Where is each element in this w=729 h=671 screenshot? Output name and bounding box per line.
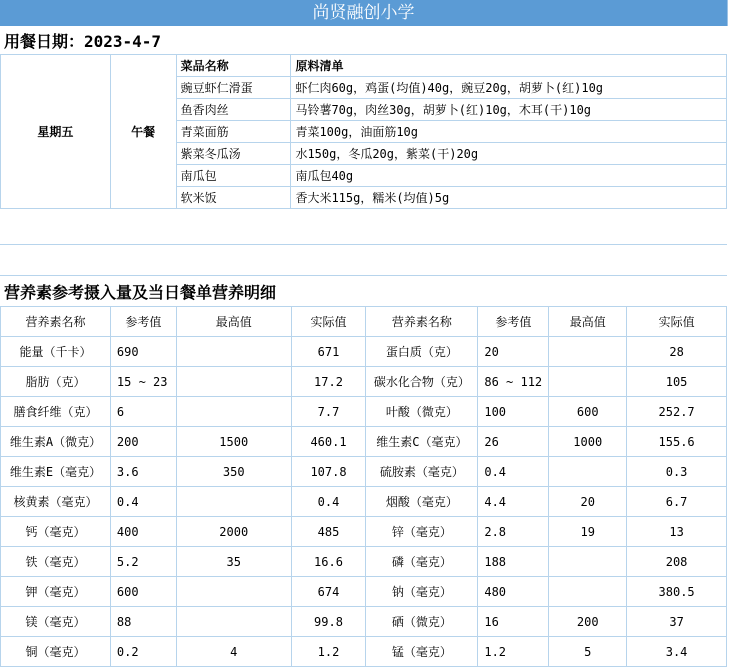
max-value [549, 367, 627, 397]
nutrition-row [1, 337, 727, 367]
nutrition-header-cell: 最高值 [176, 307, 291, 337]
nutrient-name: 钾（毫克） [1, 577, 111, 607]
max-value [549, 577, 627, 607]
max-value [549, 547, 627, 577]
nutrient-name: 硫胺素（毫克） [366, 457, 478, 487]
nutrient-name: 锌（毫克） [366, 517, 478, 547]
max-value: 5 [549, 637, 627, 667]
dish-name: 紫菜冬瓜汤 [176, 143, 291, 165]
nutrient-name: 钙（毫克） [1, 517, 111, 547]
dish-ingredients: 青菜100g，油面筋10g [291, 121, 727, 143]
dish-ingredients: 马铃薯70g，肉丝30g，胡萝卜(红)10g，木耳(干)10g [291, 99, 727, 121]
reference-value: 2.8 [478, 517, 549, 547]
max-value: 2000 [176, 517, 291, 547]
actual-value: 1.2 [291, 637, 366, 667]
actual-value: 208 [627, 547, 727, 577]
reference-value: 0.4 [110, 487, 176, 517]
dish-ingredients: 虾仁肉60g，鸡蛋(均值)40g，豌豆20g，胡萝卜(红)10g [291, 77, 727, 99]
nutrition-header-cell: 实际值 [291, 307, 366, 337]
nutrition-row [1, 427, 727, 457]
menu-table [0, 54, 727, 209]
reference-value: 0.2 [110, 637, 176, 667]
actual-value: 674 [291, 577, 366, 607]
nutrient-name: 能量（千卡） [1, 337, 111, 367]
nutrition-header-row [1, 307, 727, 337]
nutrient-name: 锰（毫克） [366, 637, 478, 667]
dish-name: 青菜面筋 [176, 121, 291, 143]
reference-value: 16 [478, 607, 549, 637]
nutrient-name: 蛋白质（克） [366, 337, 478, 367]
actual-value: 3.4 [627, 637, 727, 667]
actual-value: 485 [291, 517, 366, 547]
nutrition-row [1, 577, 727, 607]
nutrient-name: 硒（微克） [366, 607, 478, 637]
nutrition-header-cell: 营养素名称 [366, 307, 478, 337]
nutrition-row [1, 607, 727, 637]
actual-value: 0.3 [627, 457, 727, 487]
actual-value: 380.5 [627, 577, 727, 607]
nutrition-header-cell: 参考值 [110, 307, 176, 337]
actual-value: 7.7 [291, 397, 366, 427]
max-value [176, 607, 291, 637]
actual-value: 13 [627, 517, 727, 547]
max-value: 35 [176, 547, 291, 577]
reference-value: 400 [110, 517, 176, 547]
nutrient-name: 维生素E（毫克） [1, 457, 111, 487]
reference-value: 6 [110, 397, 176, 427]
nutrition-table [0, 306, 727, 667]
nutrition-row [1, 397, 727, 427]
section-title: 营养素参考摄入量及当日餐单营养明细 [4, 283, 277, 302]
reference-value: 26 [478, 427, 549, 457]
actual-value: 155.6 [627, 427, 727, 457]
actual-value: 16.6 [291, 547, 366, 577]
menu-meal: 午餐 [110, 55, 176, 209]
reference-value: 200 [110, 427, 176, 457]
nutrient-name: 磷（毫克） [366, 547, 478, 577]
reference-value: 188 [478, 547, 549, 577]
actual-value: 37 [627, 607, 727, 637]
nutrition-row [1, 367, 727, 397]
max-value: 1500 [176, 427, 291, 457]
actual-value: 28 [627, 337, 727, 367]
max-value: 4 [176, 637, 291, 667]
max-value [176, 337, 291, 367]
menu-day: 星期五 [1, 55, 111, 209]
reference-value: 1.2 [478, 637, 549, 667]
nutrient-name: 核黄素（毫克） [1, 487, 111, 517]
reference-value: 690 [110, 337, 176, 367]
max-value [549, 457, 627, 487]
actual-value: 105 [627, 367, 727, 397]
blank-row [0, 244, 727, 276]
reference-value: 88 [110, 607, 176, 637]
max-value [176, 577, 291, 607]
actual-value: 671 [291, 337, 366, 367]
actual-value: 0.4 [291, 487, 366, 517]
reference-value: 20 [478, 337, 549, 367]
nutrient-name: 碳水化合物（克） [366, 367, 478, 397]
nutrition-row [1, 487, 727, 517]
max-value: 19 [549, 517, 627, 547]
actual-value: 107.8 [291, 457, 366, 487]
max-value: 350 [176, 457, 291, 487]
school-title: 尚贤融创小学 [0, 0, 728, 26]
max-value: 600 [549, 397, 627, 427]
nutrition-row [1, 637, 727, 667]
nutrition-row [1, 547, 727, 577]
max-value: 1000 [549, 427, 627, 457]
dish-ingredients: 水150g，冬瓜20g，紫菜(干)20g [291, 143, 727, 165]
nutrient-name: 脂肪（克） [1, 367, 111, 397]
reference-value: 4.4 [478, 487, 549, 517]
nutrition-header-cell: 营养素名称 [1, 307, 111, 337]
reference-value: 5.2 [110, 547, 176, 577]
max-value [176, 397, 291, 427]
reference-value: 15 ~ 23 [110, 367, 176, 397]
dish-name: 豌豆虾仁滑蛋 [176, 77, 291, 99]
max-value [176, 487, 291, 517]
reference-value: 100 [478, 397, 549, 427]
menu-header-dish: 菜品名称 [176, 55, 291, 77]
actual-value: 99.8 [291, 607, 366, 637]
reference-value: 0.4 [478, 457, 549, 487]
menu-header-ingredients: 原料清单 [291, 55, 727, 77]
reference-value: 3.6 [110, 457, 176, 487]
nutrient-name: 维生素A（微克） [1, 427, 111, 457]
reference-value: 600 [110, 577, 176, 607]
nutrition-header-cell: 实际值 [627, 307, 727, 337]
reference-value: 480 [478, 577, 549, 607]
nutrient-name: 膳食纤维（克） [1, 397, 111, 427]
max-value [176, 367, 291, 397]
nutrition-header-cell: 参考值 [478, 307, 549, 337]
nutrient-name: 烟酸（毫克） [366, 487, 478, 517]
dish-name: 鱼香肉丝 [176, 99, 291, 121]
reference-value: 86 ~ 112 [478, 367, 549, 397]
actual-value: 6.7 [627, 487, 727, 517]
nutrition-row [1, 517, 727, 547]
dish-name: 软米饭 [176, 187, 291, 209]
dish-ingredients: 南瓜包40g [291, 165, 727, 187]
nutrient-name: 叶酸（微克） [366, 397, 478, 427]
dish-ingredients: 香大米115g，糯米(均值)5g [291, 187, 727, 209]
menu-header-row [1, 55, 727, 77]
nutrient-name: 镁（毫克） [1, 607, 111, 637]
dish-name: 南瓜包 [176, 165, 291, 187]
max-value: 20 [549, 487, 627, 517]
meal-date: 用餐日期：2023-4-7 [4, 32, 162, 51]
nutrition-row [1, 457, 727, 487]
actual-value: 17.2 [291, 367, 366, 397]
max-value [549, 337, 627, 367]
nutrient-name: 铁（毫克） [1, 547, 111, 577]
nutrition-header-cell: 最高值 [549, 307, 627, 337]
nutrient-name: 铜（毫克） [1, 637, 111, 667]
nutrient-name: 维生素C（毫克） [366, 427, 478, 457]
actual-value: 460.1 [291, 427, 366, 457]
nutrient-name: 钠（毫克） [366, 577, 478, 607]
max-value: 200 [549, 607, 627, 637]
actual-value: 252.7 [627, 397, 727, 427]
